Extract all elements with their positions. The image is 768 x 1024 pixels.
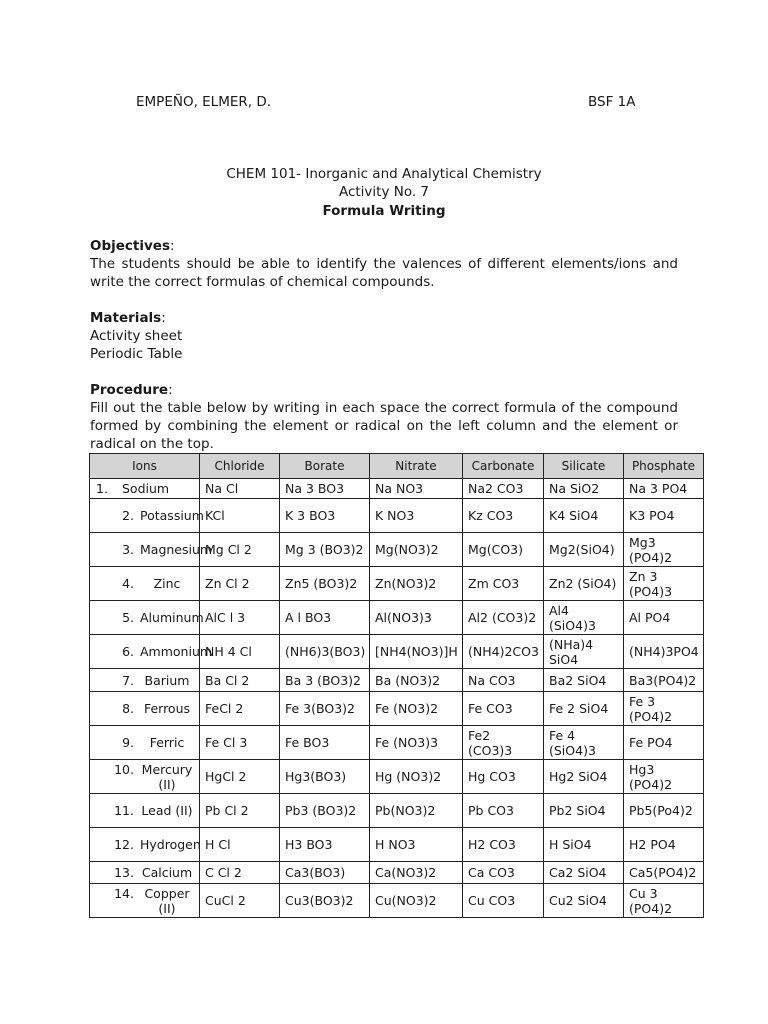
formula-cell: Hg3(BO3) <box>280 760 370 794</box>
formula-cell: Ba 3 (BO3)2 <box>280 669 370 692</box>
formula-cell: Zn Cl 2 <box>200 567 280 601</box>
formula-cell: Ca5(PO4)2 <box>624 862 704 884</box>
table-row <box>90 884 704 918</box>
ion-number: 1. <box>96 481 108 496</box>
procedure-text: Fill out the table below by writing in each space the correct formula of the compound formed by combining the element or radical on the left column and the element or radical on the top. <box>90 400 678 452</box>
formula-cell: Cu(NO3)2 <box>370 884 463 918</box>
formula-cell: Na NO3 <box>370 479 463 499</box>
table-row <box>90 862 704 884</box>
ion-number: 8. <box>122 701 134 716</box>
formula-cell: H3 BO3 <box>280 828 370 862</box>
header-cell: Ions <box>90 454 200 479</box>
activity-topic: Formula Writing <box>322 203 446 219</box>
formula-cell: Ca3(BO3) <box>280 862 370 884</box>
ion-number: 12. <box>114 837 134 852</box>
ion-name: Calcium <box>141 865 193 880</box>
ion-cell <box>90 692 200 726</box>
formula-cell: H2 PO4 <box>624 828 704 862</box>
ion-number: 7. <box>122 672 134 688</box>
ion-cell <box>90 794 200 828</box>
formula-cell: Na 3 PO4 <box>624 479 704 499</box>
formula-cell: Pb(NO3)2 <box>370 794 463 828</box>
ion-number: 10. <box>114 761 134 777</box>
formula-cell: (NH6)3(BO3) <box>280 635 370 669</box>
ion-name: Zinc <box>153 576 181 591</box>
formula-cell: Zn2 (SiO4) <box>544 567 624 601</box>
ion-name: Barium <box>144 672 190 688</box>
header-cell: Carbonate <box>463 454 544 479</box>
procedure-section: Procedure: Fill out the table below by writing in each space the correct formula of the compound formed by combining the element or radical on the left column and the element or radical on the top. <box>90 382 678 452</box>
header-cell: Phosphate <box>624 454 704 479</box>
formula-cell: Kz CO3 <box>463 499 544 533</box>
formula-cell: Ca(NO3)2 <box>370 862 463 884</box>
ion-cell <box>90 479 200 499</box>
formula-cell: C Cl 2 <box>200 862 280 884</box>
formula-cell: K4 SiO4 <box>544 499 624 533</box>
table-row <box>90 499 704 533</box>
formula-cell: Fe2 (CO3)3 <box>463 726 544 760</box>
formula-cell: Fe Cl 3 <box>200 726 280 760</box>
formula-cell: H NO3 <box>370 828 463 862</box>
ion-name: Copper (II) <box>144 885 190 916</box>
formula-cell: H2 CO3 <box>463 828 544 862</box>
formula-cell: Al2 (CO3)2 <box>463 601 544 635</box>
formula-cell: HgCl 2 <box>200 760 280 794</box>
ion-cell <box>90 760 200 794</box>
ion-cell <box>90 884 200 918</box>
objectives-heading: Objectives <box>90 238 170 254</box>
ion-name: Ferrous <box>143 701 191 716</box>
formula-cell: Pb3 (BO3)2 <box>280 794 370 828</box>
formula-cell: (NH4)2CO3 <box>463 635 544 669</box>
formula-cell: Ca2 SiO4 <box>544 862 624 884</box>
formula-cell: Na CO3 <box>463 669 544 692</box>
ion-name: Ammonium <box>140 644 213 659</box>
formula-cell: Fe (NO3)2 <box>370 692 463 726</box>
ion-name: Lead (II) <box>141 803 193 818</box>
table-row <box>90 794 704 828</box>
formula-cell: Mg 3 (BO3)2 <box>280 533 370 567</box>
ion-number: 4. <box>122 576 134 591</box>
ion-cell <box>90 635 213 669</box>
formula-cell: CuCl 2 <box>200 884 280 918</box>
formula-cell: Hg (NO3)2 <box>370 760 463 794</box>
formula-cell: Fe CO3 <box>463 692 544 726</box>
header-cell: Nitrate <box>370 454 463 479</box>
table-row <box>90 726 704 760</box>
formula-cell: Fe 4 (SiO4)3 <box>544 726 624 760</box>
formula-cell: NH 4 Cl <box>200 635 280 669</box>
formula-cell: Cu CO3 <box>463 884 544 918</box>
ion-name: Potassium <box>140 508 204 523</box>
header-cell: Silicate <box>544 454 624 479</box>
formula-cell: Pb Cl 2 <box>200 794 280 828</box>
objectives-text: The students should be able to identify the valences of different elements/ions and write the correct formulas of chemical compounds. <box>90 256 678 290</box>
table-row <box>90 760 704 794</box>
ion-number: 11. <box>114 803 134 818</box>
formula-cell: KCl <box>200 499 280 533</box>
table-header-row <box>90 454 704 479</box>
formula-cell: Ba (NO3)2 <box>370 669 463 692</box>
ion-number: 3. <box>122 542 134 557</box>
formula-cell: Mg2(SiO4) <box>544 533 624 567</box>
activity-number: Activity No. 7 <box>338 184 430 200</box>
table-row <box>90 533 704 567</box>
formula-cell: Zn 3 (PO4)3 <box>624 567 704 601</box>
formula-cell: Fe (NO3)3 <box>370 726 463 760</box>
formula-cell: Na2 CO3 <box>463 479 544 499</box>
ion-number: 2. <box>122 508 134 523</box>
formula-cell: Mg Cl 2 <box>200 533 280 567</box>
materials-heading: Materials <box>90 310 162 326</box>
table-row <box>90 635 704 669</box>
table-row <box>90 669 704 692</box>
formula-cell: (NHa)4 SiO4 <box>544 635 624 669</box>
formula-cell: Zn5 (BO3)2 <box>280 567 370 601</box>
formula-cell: FeCl 2 <box>200 692 280 726</box>
formula-cell: Mg(NO3)2 <box>370 533 463 567</box>
formula-cell: Zm CO3 <box>463 567 544 601</box>
ion-cell <box>90 601 204 635</box>
student-name: EMPEÑO, ELMER, D. <box>136 94 272 110</box>
formula-cell: Fe 2 SiO4 <box>544 692 624 726</box>
formula-table <box>89 453 704 918</box>
ion-name: Ferric <box>149 735 185 750</box>
ion-cell <box>90 533 213 567</box>
formula-cell: Hg CO3 <box>463 760 544 794</box>
formula-cell: Ba Cl 2 <box>200 669 280 692</box>
ion-cell <box>90 862 200 884</box>
formula-cell: Mg3 (PO4)2 <box>624 533 704 567</box>
formula-cell: Ba3(PO4)2 <box>624 669 704 692</box>
formula-cell: Al4 (SiO4)3 <box>544 601 624 635</box>
formula-cell: K 3 BO3 <box>280 499 370 533</box>
formula-cell: Hg3 (PO4)2 <box>624 760 704 794</box>
formula-cell: Zn(NO3)2 <box>370 567 463 601</box>
formula-cell: Cu2 SiO4 <box>544 884 624 918</box>
header-cell: Borate <box>280 454 370 479</box>
formula-cell: [NH4(NO3)]H <box>370 635 463 669</box>
formula-cell: Al PO4 <box>624 601 704 635</box>
ion-cell <box>90 828 200 862</box>
ion-cell <box>90 567 200 601</box>
formula-cell: Ba2 SiO4 <box>544 669 624 692</box>
materials-section: Materials: Activity sheet Periodic Table <box>90 309 678 363</box>
objectives-section: Objectives: The students should be able to identify the valences of different elements/ions and write the correct formulas of chemical compounds. <box>90 238 678 290</box>
formula-cell: K3 PO4 <box>624 499 704 533</box>
formula-cell: Al(NO3)3 <box>370 601 463 635</box>
formula-cell: Ca CO3 <box>463 862 544 884</box>
formula-cell: H SiO4 <box>544 828 624 862</box>
section-label: BSF 1A <box>588 94 636 110</box>
formula-cell: Cu 3 (PO4)2 <box>624 884 704 918</box>
formula-cell: A l BO3 <box>280 601 370 635</box>
ion-number: 5. <box>122 610 134 625</box>
materials-item: Periodic Table <box>90 346 183 362</box>
formula-cell: Fe PO4 <box>624 726 704 760</box>
formula-cell: Na 3 BO3 <box>280 479 370 499</box>
table-row <box>90 479 704 499</box>
formula-cell: Fe 3(BO3)2 <box>280 692 370 726</box>
ion-name: Aluminum <box>140 610 204 625</box>
formula-cell: Hg2 SiO4 <box>544 760 624 794</box>
formula-cell: Pb2 SiO4 <box>544 794 624 828</box>
formula-cell: K NO3 <box>370 499 463 533</box>
formula-cell: Cu3(BO3)2 <box>280 884 370 918</box>
ion-number: 14. <box>114 885 134 901</box>
table-row <box>90 567 704 601</box>
ion-number: 13. <box>114 865 134 880</box>
ion-cell <box>90 669 200 692</box>
table-row <box>90 692 704 726</box>
ion-cell <box>90 499 204 533</box>
formula-cell: Na Cl <box>200 479 280 499</box>
formula-cell: Pb5(Po4)2 <box>624 794 704 828</box>
ion-name: Mercury (II) <box>141 761 193 792</box>
table-row <box>90 601 704 635</box>
formula-cell: (NH4)3PO4 <box>624 635 704 669</box>
course-title: CHEM 101- Inorganic and Analytical Chemistry <box>226 166 542 182</box>
ion-cell <box>90 726 200 760</box>
formula-cell: Na SiO2 <box>544 479 624 499</box>
table-row <box>90 828 704 862</box>
procedure-heading: Procedure <box>90 382 169 398</box>
formula-cell: Pb CO3 <box>463 794 544 828</box>
ion-number: 9. <box>122 735 134 750</box>
formula-cell: H Cl <box>200 828 280 862</box>
formula-cell: Fe 3 (PO4)2 <box>624 692 704 726</box>
ion-number: 6. <box>122 644 134 659</box>
header-cell: Chloride <box>200 454 280 479</box>
materials-item: Activity sheet <box>90 328 183 344</box>
formula-cell: AlC l 3 <box>200 601 280 635</box>
ion-name: Hydrogen <box>140 837 201 852</box>
ion-name: Sodium <box>122 481 170 496</box>
ion-name: Magnesium <box>140 542 213 557</box>
formula-cell: Mg(CO3) <box>463 533 544 567</box>
formula-cell: Fe BO3 <box>280 726 370 760</box>
